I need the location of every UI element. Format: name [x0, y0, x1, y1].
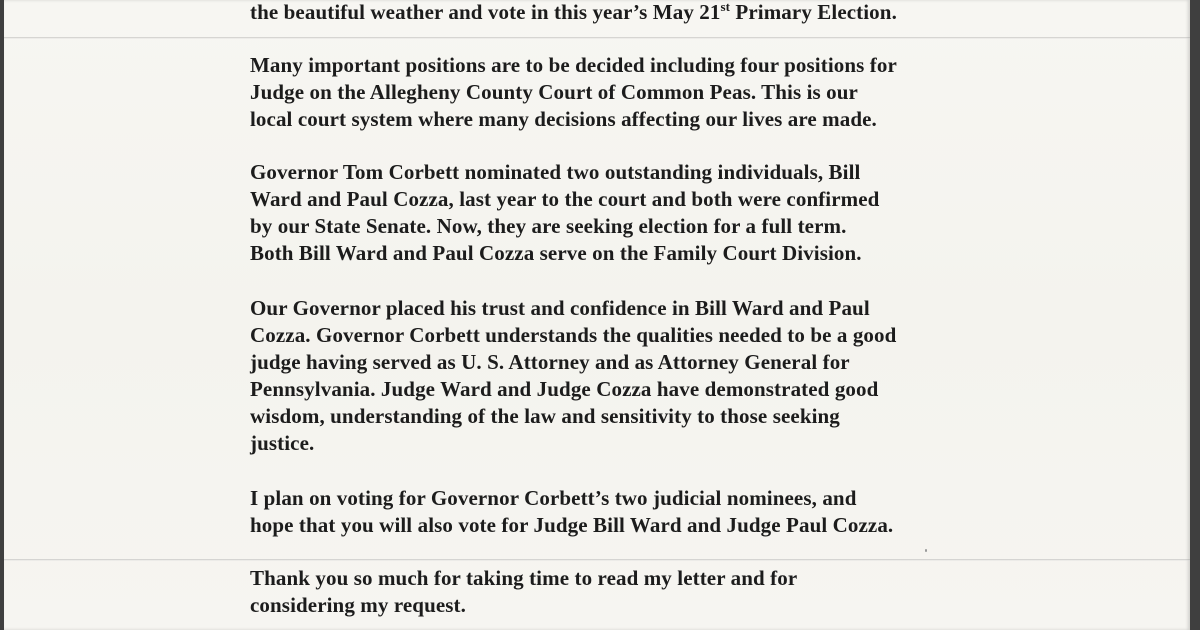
letter-line: considering my request.	[250, 593, 466, 617]
paragraph-governor-trust	[250, 295, 896, 457]
letter-line: Judge on the Allegheny County Court of Common Peas. This is our	[250, 80, 858, 104]
fold-crease-top	[4, 37, 1190, 39]
letter-line: Both Bill Ward and Paul Cozza serve on the Family Court Division.	[250, 241, 862, 265]
letter-line: the beautiful weather and vote in this year’s May 21st Primary Election.	[250, 0, 897, 24]
letter-line: I plan on voting for Governor Corbett’s two judicial nominees, and	[250, 486, 857, 510]
letter-line: wisdom, understanding of the law and sensitivity to those seeking	[250, 404, 840, 428]
fold-crease-bottom	[4, 559, 1190, 561]
letter-line: Our Governor placed his trust and confidence in Bill Ward and Paul	[250, 296, 870, 320]
letter-line: Cozza. Governor Corbett understands the qualities needed to be a good	[250, 323, 897, 347]
letter-line: justice.	[250, 431, 315, 455]
letter-line: Governor Tom Corbett nominated two outstanding individuals, Bill	[250, 160, 861, 184]
paragraph-primary-election	[250, 0, 897, 26]
paragraph-nominations	[250, 159, 879, 267]
letter-line: Thank you so much for taking time to read my letter and for	[250, 566, 798, 590]
ordinal-suffix: st	[720, 0, 731, 14]
letter-line: Ward and Paul Cozza, last year to the court and both were confirmed	[250, 187, 880, 211]
letter-line: local court system where many decisions affecting our lives are made.	[250, 107, 877, 131]
scan-speck	[925, 549, 927, 552]
paragraph-voting-plan	[250, 485, 893, 539]
letter-line: hope that you will also vote for Judge Bill Ward and Judge Paul Cozza.	[250, 513, 894, 537]
letter-line: Many important positions are to be decided including four positions for	[250, 53, 897, 77]
letter-line: Pennsylvania. Judge Ward and Judge Cozza have demonstrated good	[250, 377, 879, 401]
paragraph-thank-you	[250, 565, 797, 619]
letter-line: judge having served as U. S. Attorney and as Attorney General for	[250, 350, 850, 374]
paragraph-positions	[250, 52, 897, 133]
paper-sheet	[4, 0, 1190, 630]
letter-line: by our State Senate. Now, they are seeking election for a full term.	[250, 214, 847, 238]
